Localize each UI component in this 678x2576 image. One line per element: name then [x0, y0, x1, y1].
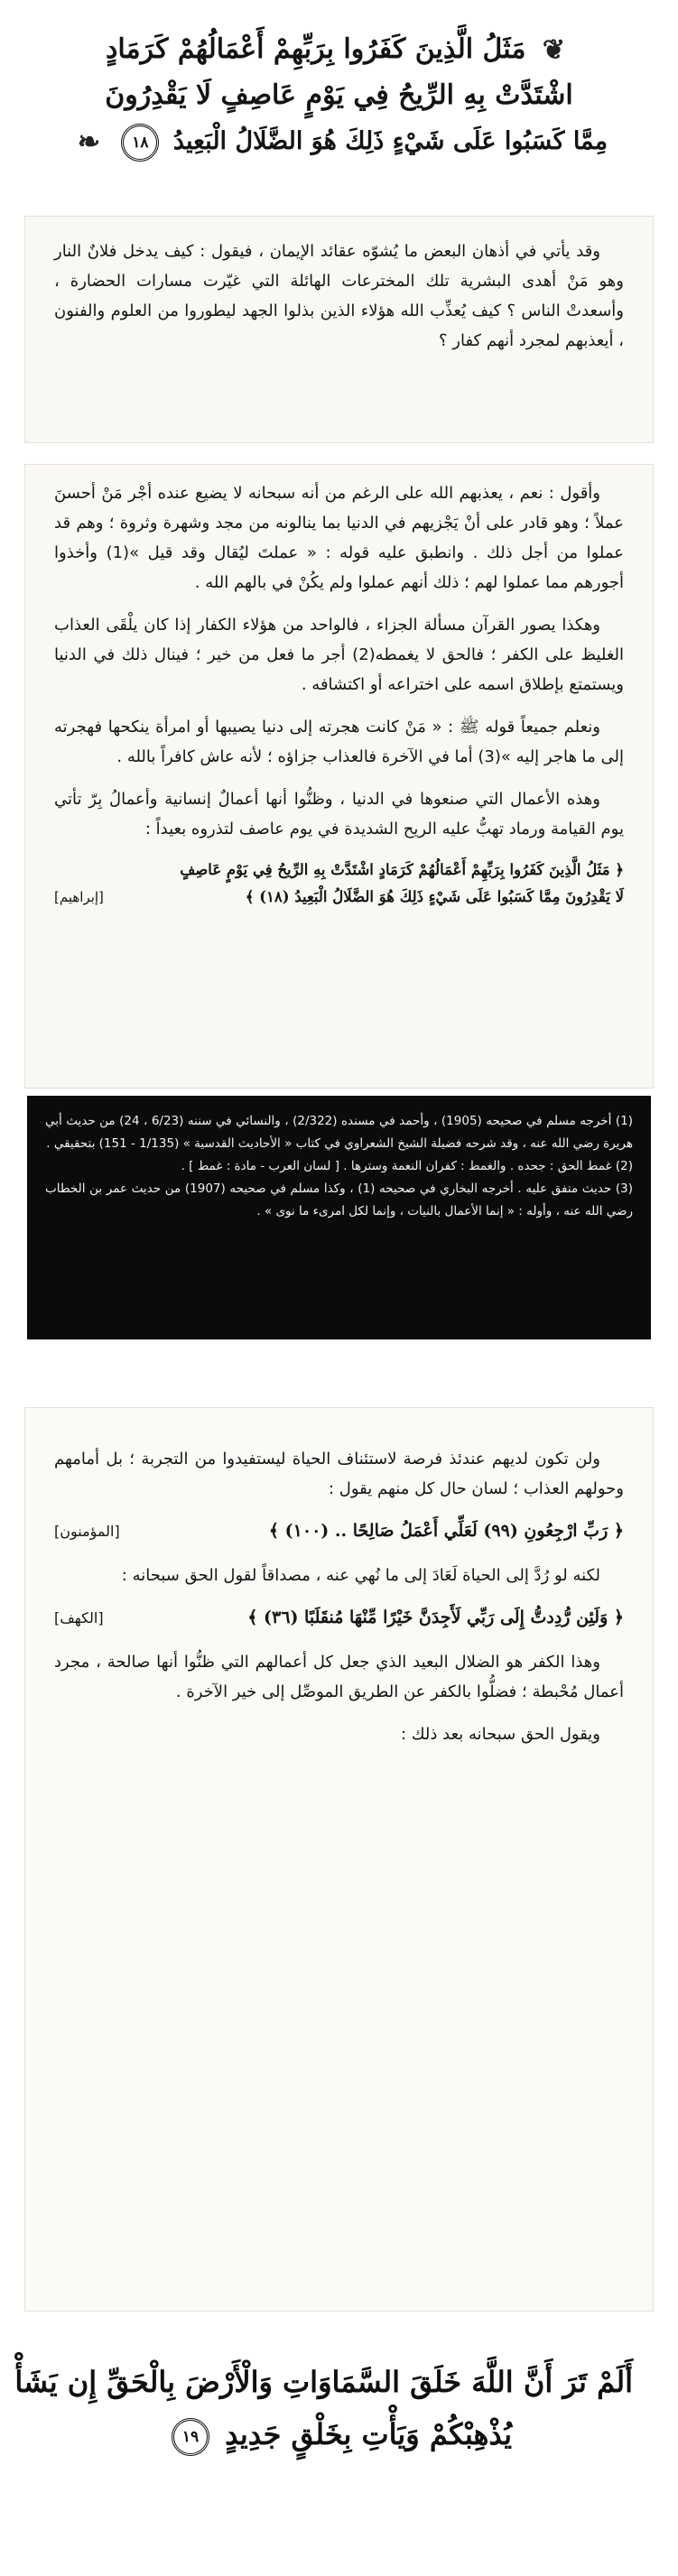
ayah-number-badge: ١٨	[121, 124, 159, 162]
section-2-verse	[54, 857, 624, 911]
section-3-verse-2-text: ﴿ وَلَئِن رُّدِدتُّ إِلَى رَبِّي لَأَجِدَنَّ خَيْرًا مِّنْهَا مُنقَلَبًا (٣٦) ﴾	[247, 1608, 624, 1627]
header-verse-line-1: مَثَلُ الَّذِينَ كَفَرُوا بِرَبِّهِمْ أَعْمَالُهُمْ كَرَمَادٍ	[105, 33, 526, 65]
section-2-verse-line-1: ﴿ مَثَلُ الَّذِينَ كَفَرُوا بِرَبِّهِمْ أَعْمَالُهُمْ كَرَمَادٍ اشْتَدَّتْ بِهِ الرِّيحُ فِي يَوْمٍ عَاصِفٍ	[180, 861, 624, 878]
section-1	[54, 236, 624, 368]
final-verse	[14, 2356, 633, 2460]
final-verse-line-2: يُذْهِبْكُمْ وَيَأْتِ بِخَلْقٍ جَدِيدٍ	[225, 2417, 513, 2451]
section-2-verse-surah: [إبراهيم]	[54, 889, 104, 905]
section-2	[54, 478, 624, 911]
section-3	[54, 1444, 624, 1762]
footnote-1: (1) أخرجه مسلم في صحيحه (1905) ، وأحمد في مسنده (2/322) ، والنسائي في سننه (6/23 ، 24) من حديث أبي هريرة رضي الله عنه ، وقد شرحه فضيلة الشيخ الشعراوي في كتاب « الأحاديث القدسية » (1/135 - 151) بتحقيقي .	[45, 1114, 633, 1151]
section-2-paragraph-2: وهكذا يصور القرآن مسألة الجزاء ، فالواحد من هؤلاء الكفار إذا كان يلْقَى العذاب الغليظ على الكفر ؛ فالحق لا يغمطه(2) أجر ما فعل من خير ؛ فينال ذلك في الدنيا ويستمتع بإطلاق اسمه على اختراعه أو اكتشافه .	[54, 616, 624, 694]
section-3-paragraph-4: ويقول الحق سبحانه بعد ذلك :	[400, 1725, 600, 1744]
header-verse-line-2: اشْتَدَّتْ بِهِ الرِّيحُ فِي يَوْمٍ عَاصِفٍ لَا يَقْدِرُونَ	[105, 79, 573, 111]
footnotes-block	[27, 1096, 651, 1339]
section-2-verse-line-2: لَا يَقْدِرُونَ مِمَّا كَسَبُوا عَلَى شَيْءٍ ذَلِكَ هُوَ الضَّلَالُ الْبَعِيدُ (١٨) ﴾	[245, 888, 624, 905]
section-3-verse-2-surah: [الكهف]	[54, 1609, 104, 1626]
section-3-verse-1-surah: [المؤمنون]	[54, 1523, 120, 1540]
section-3-verse-1-text: ﴿ رَبِّ ارْجِعُونِ (٩٩) لَعَلِّي أَعْمَلُ صَالِحًا .. (١٠٠) ﴾	[268, 1521, 624, 1541]
header-verse-line-3: مِمَّا كَسَبُوا عَلَى شَيْءٍ ذَلِكَ هُوَ الضَّلَالُ الْبَعِيدُ	[172, 127, 608, 155]
section-2-paragraph-3: ونعلم جميعاً قوله ﷺ : « مَنْ كانت هجرته إلى دنيا يصيبها أو امرأة ينكحها فهجرته إلى ما هاجر إليه »(3) أما في الآخرة فالعذاب جزاؤه ؛ لأنه عاش كافراً بالله .	[54, 718, 624, 766]
section-1-paragraph: وقد يأتي في أذهان البعض ما يُشوّه عقائد الإيمان ، فيقول : كيف يدخل فلانٌ النار وهو مَنْ أهدى البشرية تلك المخترعات الهائلة التي غيّرت مسارات الحضارة ، وأسعدتْ الناس ؟ كيف يُعذِّب الله هؤلاء الذين بذلوا الجهد ليطوروا من العلوم والفنون ، أيعذبهم لمجرد أنهم كفار ؟	[54, 242, 624, 350]
ornament-right-icon: ❧	[77, 125, 101, 158]
final-ayah-number-badge: ١٩	[172, 2418, 209, 2456]
section-3-paragraph-2: لكنه لو رُدَّ إلى الحياة لَعَادَ إلى ما نُهي عنه ، مصداقاً لقول الحق سبحانه :	[121, 1566, 600, 1585]
section-3-verse-2	[54, 1603, 624, 1633]
section-3-paragraph-3: وهذا الكفر هو الضلال البعيد الذي جعل كل أعمالهم التي ظنُّوا أنها صالحة ، مجرد أعمال مُحْبطة ؛ فضلُّوا بالكفر عن الطريق الموصِّل إلى خير الآخرة .	[54, 1653, 624, 1701]
section-3-paragraph-1: ولن تكون لديهم عندئذ فرصة لاستئناف الحياة ليستفيدوا من التجربة ؛ بل أمامهم وحولهم العذاب ؛ لسان حال كل منهم يقول :	[54, 1450, 624, 1498]
section-2-paragraph-4: وهذه الأعمال التي صنعوها في الدنيا ، وظنُّوا أنها أعمالٌ إنسانية وأعمالُ بِرّ تأتي يوم القيامة ورماد تهبُّ عليه الريح الشديدة في يوم عاصف لتذروه بعيداً :	[54, 790, 624, 839]
section-2-paragraph-1: وأقول : نعم ، يعذبهم الله على الرغم من أنه سبحانه لا يضيع عنده أجْر مَنْ أحسنَ عملاً ؛ وهو قادر على أنْ يَجْزيهم في الدنيا بما ينالونه من مجد وشهرة وثروة ؛ وهم قد عملوا من أجل ذلك . وانطبق عليه قوله : « عملتَ ليُقال وقد قيل »(1) وأخذوا أجورهم مما عملوا لهم ؛ ذلك أنهم عملوا ولم يكُنْ في بالهم الله .	[54, 484, 624, 592]
final-verse-line-1: أَلَمْ تَرَ أَنَّ اللَّهَ خَلَقَ السَّمَاوَاتِ وَالْأَرْضَ بِالْحَقِّ إِن يَشَأْ	[14, 2365, 633, 2399]
ornament-left-icon: ❦	[542, 34, 565, 66]
section-3-verse-1	[54, 1516, 624, 1546]
footnote-2: (2) غمط الحق : جحده . والغمط : كفران النعمة وسترها . [ لسان العرب - مادة : غمط ] .	[181, 1159, 633, 1173]
footnote-3: (3) حديث متفق عليه . أخرجه البخاري في صحيحه (1) ، وكذا مسلم في صحيحه (1907) من حديث عمر بن الخطاب رضي الله عنه ، وأوله : « إنما الأعمال بالنيات ، وإنما لكل امرىء ما نوى » .	[45, 1181, 634, 1219]
header-verse	[36, 27, 642, 166]
